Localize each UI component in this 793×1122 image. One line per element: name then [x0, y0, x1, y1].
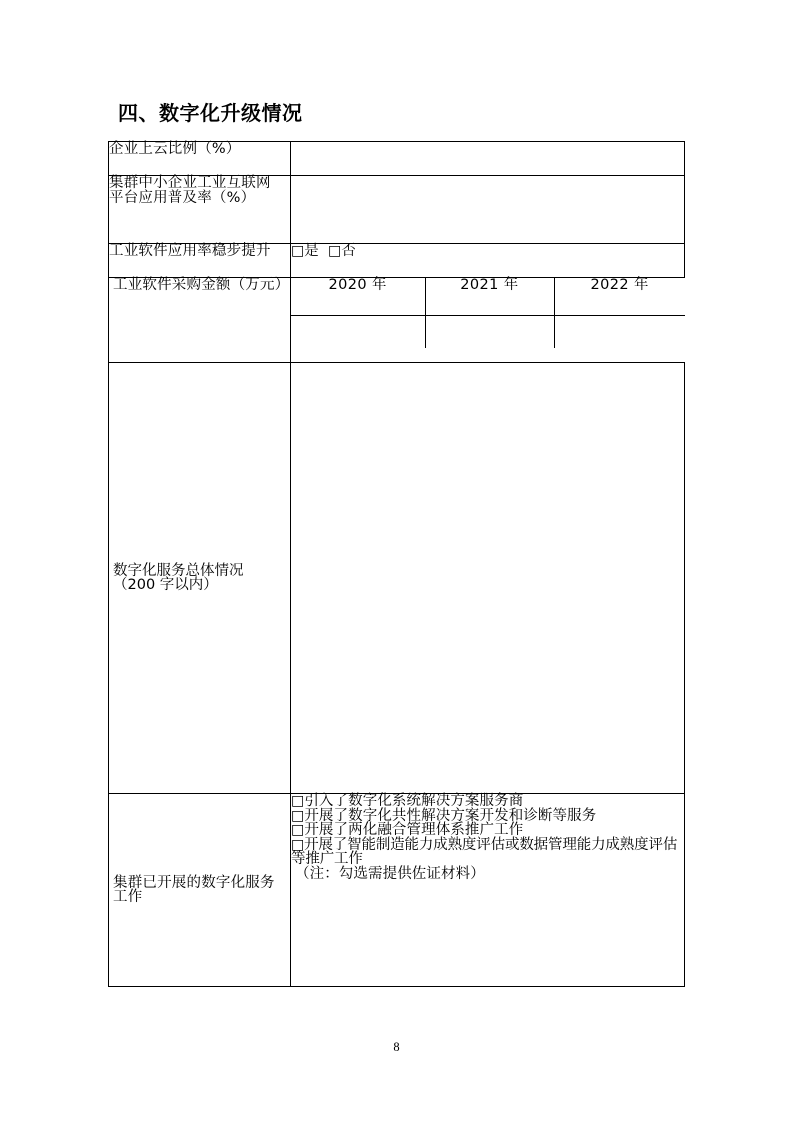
- services-done-label-line1: 集群已开展的数字化服务: [113, 874, 275, 891]
- service-option-4[interactable]: [291, 838, 684, 867]
- cloud-ratio-label: 企业上云比例（%）: [109, 142, 291, 176]
- platform-ratio-input[interactable]: [291, 176, 685, 244]
- software-usage-yes-option[interactable]: [291, 243, 319, 259]
- checkbox-icon[interactable]: □: [291, 793, 305, 809]
- purchase-year-2020: 2020 年: [291, 278, 425, 316]
- overall-service-textarea[interactable]: [291, 363, 685, 794]
- platform-ratio-label-line1: 集群中小企业工业互联网: [109, 175, 271, 191]
- checkbox-icon[interactable]: □: [291, 807, 305, 824]
- digital-upgrade-form-table: [108, 141, 685, 987]
- software-usage-no-label: 否: [341, 243, 356, 259]
- service-option-4-label: 开展了智能制造能力成熟度评估或数据管理能力成熟度评估等推广工作: [291, 836, 678, 867]
- software-purchase-grid: [291, 278, 685, 348]
- page-number: 8: [393, 1040, 400, 1054]
- service-option-1[interactable]: [291, 794, 684, 809]
- purchase-year-header-row: [291, 278, 685, 316]
- purchase-value-2021[interactable]: [425, 316, 554, 349]
- software-usage-label: 工业软件应用率稳步提升: [109, 244, 291, 278]
- platform-ratio-label: [109, 176, 291, 244]
- table-row: [109, 278, 685, 363]
- service-option-3[interactable]: [291, 823, 684, 838]
- checkbox-icon[interactable]: □: [291, 836, 305, 853]
- software-usage-yes-label: 是: [304, 243, 319, 259]
- purchase-value-2020[interactable]: [291, 316, 425, 349]
- software-purchase-label: 工业软件采购金额（万元）: [109, 278, 291, 363]
- checkbox-icon[interactable]: □: [291, 822, 305, 838]
- services-note: （注：勾选需提供佐证材料）: [295, 865, 485, 882]
- services-done-label: [109, 794, 291, 987]
- table-row: [109, 244, 685, 278]
- platform-ratio-label-line2: 平台应用普及率（%）: [109, 189, 256, 206]
- purchase-year-2021: 2021 年: [425, 278, 554, 316]
- services-done-label-line2: 工作: [113, 889, 143, 905]
- overall-service-label-line2: （200 字以内）: [113, 577, 218, 593]
- table-row: [109, 176, 685, 244]
- software-purchase-grid-container: [291, 278, 685, 363]
- software-usage-no-option[interactable]: [328, 243, 356, 259]
- purchase-value-2022[interactable]: [554, 316, 685, 349]
- table-row: [109, 794, 685, 987]
- services-done-options: [291, 794, 685, 987]
- service-option-3-label: 开展了两化融合管理体系推广工作: [304, 822, 524, 838]
- cloud-ratio-input[interactable]: [291, 142, 685, 176]
- checkbox-icon[interactable]: □: [327, 243, 342, 259]
- page-title: 四、数字化升级情况: [118, 101, 303, 125]
- software-usage-choices: [291, 244, 685, 278]
- table-row: [109, 142, 685, 176]
- purchase-year-2022: 2022 年: [554, 278, 685, 316]
- overall-service-label-line1: 数字化服务总体情况: [113, 562, 244, 579]
- overall-service-label: [109, 363, 291, 794]
- service-option-1-label: 引入了数字化系统解决方案服务商: [304, 793, 524, 809]
- service-option-2[interactable]: [291, 809, 684, 824]
- purchase-value-row: [291, 316, 685, 349]
- service-option-2-label: 开展了数字化共性解决方案开发和诊断等服务: [304, 807, 597, 824]
- checkbox-icon[interactable]: □: [291, 243, 305, 259]
- table-row: [109, 363, 685, 794]
